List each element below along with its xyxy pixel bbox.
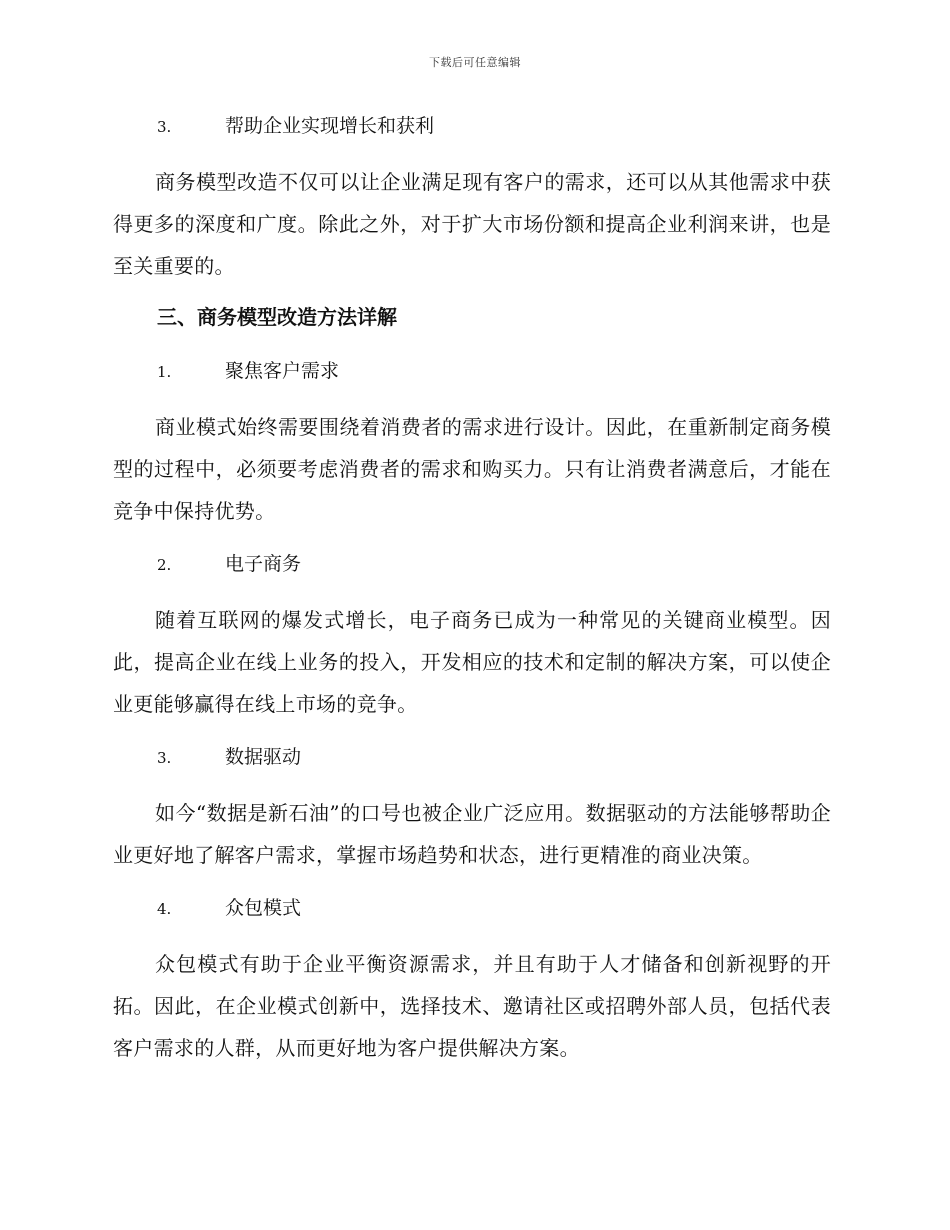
page-header: 下载后可任意编辑 bbox=[429, 56, 521, 69]
list-item-heading bbox=[113, 892, 831, 925]
paragraph: 商业模式始终需要围绕着消费者的需求进行设计。因此，在重新制定商务模型的过程中，必须要考虑消费者的需求和购买力。只有让消费者满意后，才能在竞争中保持优势。 bbox=[113, 415, 831, 523]
list-number: 3. bbox=[157, 749, 172, 767]
list-title: 帮助企业实现增长和获利 bbox=[225, 115, 435, 137]
list-number: 4. bbox=[157, 900, 172, 918]
list-item-heading bbox=[113, 548, 831, 581]
list-item-heading bbox=[113, 355, 831, 388]
list-title: 聚焦客户需求 bbox=[225, 360, 340, 382]
document-body bbox=[113, 110, 831, 1069]
list-title: 数据驱动 bbox=[225, 746, 302, 768]
list-number: 1. bbox=[157, 363, 172, 381]
list-item-heading bbox=[113, 110, 831, 143]
paragraph: 众包模式有助于企业平衡资源需求，并且有助于人才储备和创新视野的开拓。因此，在企业模式创新中，选择技术、邀请社区或招聘外部人员，包括代表客户需求的人群，从而更好地为客户提供解决方案。 bbox=[113, 952, 831, 1060]
list-number: 2. bbox=[157, 556, 172, 574]
list-title: 电子商务 bbox=[225, 553, 302, 575]
list-title: 众包模式 bbox=[225, 897, 302, 919]
list-number: 3. bbox=[157, 118, 172, 136]
list-item-heading bbox=[113, 741, 831, 774]
paragraph: 随着互联网的爆发式增长，电子商务已成为一种常见的关键商业模型。因此，提高企业在线上业务的投入，开发相应的技术和定制的解决方案，可以使企业更能够赢得在线上市场的竞争。 bbox=[113, 608, 831, 716]
section-heading: 三、商务模型改造方法详解 bbox=[157, 305, 397, 329]
paragraph: 商务模型改造不仅可以让企业满足现有客户的需求，还可以从其他需求中获得更多的深度和广度。除此之外，对于扩大市场份额和提高企业利润来讲，也是至关重要的。 bbox=[113, 170, 831, 278]
paragraph: 如今“数据是新石油”的口号也被企业广泛应用。数据驱动的方法能够帮助企业更好地了解客户需求，掌握市场趋势和状态，进行更精准的商业决策。 bbox=[113, 801, 831, 867]
